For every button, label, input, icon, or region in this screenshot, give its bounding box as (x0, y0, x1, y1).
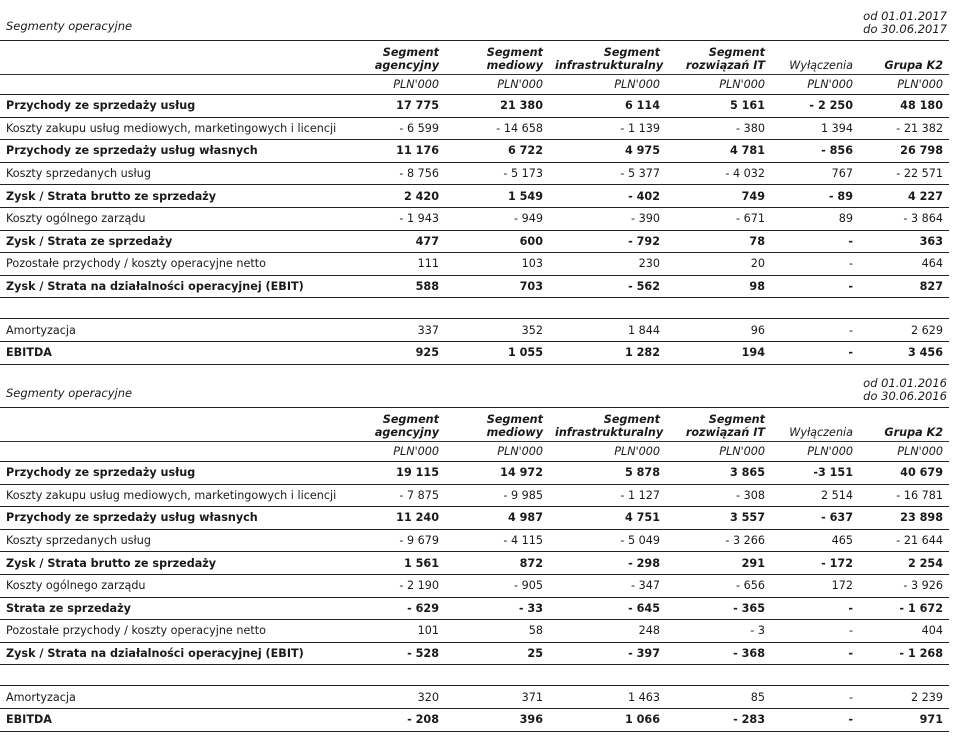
financial-table (0, 407, 949, 732)
table-row (0, 341, 949, 364)
empty-header (0, 41, 345, 75)
value-cell: - 3 266 (666, 529, 771, 552)
value-cell: 85 (666, 686, 771, 709)
value-cell: 477 (345, 230, 445, 253)
value-cell: - 298 (549, 552, 666, 575)
value-cell: - 347 (549, 574, 666, 597)
value-cell: 1 282 (549, 341, 666, 364)
value-cell: 19 115 (345, 462, 445, 485)
value-cell: 1 844 (549, 319, 666, 342)
table-row (0, 185, 949, 208)
unit-cell: PLN'000 (345, 442, 445, 462)
value-cell: - 368 (666, 642, 771, 665)
row-label: Przychody ze sprzedaży usług własnych (0, 140, 345, 163)
value-cell: - (771, 620, 859, 643)
value-cell: 2 254 (859, 552, 949, 575)
table-row (0, 686, 949, 709)
value-cell: 1 463 (549, 686, 666, 709)
row-label: Zysk / Strata brutto ze sprzedaży (0, 185, 345, 208)
row-label: Koszty ogólnego zarządu (0, 574, 345, 597)
column-header: Segment agencyjny (374, 413, 439, 439)
value-cell: 3 557 (666, 507, 771, 530)
column-header-row (0, 408, 949, 442)
value-cell: 194 (666, 341, 771, 364)
value-cell: - 208 (345, 708, 445, 731)
value-cell: - 283 (666, 708, 771, 731)
value-cell: - 792 (549, 230, 666, 253)
value-cell: - 1 127 (549, 484, 666, 507)
value-cell: 111 (345, 253, 445, 276)
row-label: Pozostałe przychody / koszty operacyjne netto (0, 620, 345, 643)
value-cell: 588 (345, 275, 445, 298)
value-cell: 6 114 (549, 95, 666, 118)
value-cell: - 21 382 (859, 117, 949, 140)
column-header: Segment infrastrukturalny (555, 46, 664, 72)
table-header-bar (0, 8, 949, 40)
value-cell: - 629 (345, 597, 445, 620)
table-row (0, 620, 949, 643)
value-cell: 78 (666, 230, 771, 253)
table-row (0, 117, 949, 140)
value-cell: - 308 (666, 484, 771, 507)
value-cell: 1 561 (345, 552, 445, 575)
value-cell: - (771, 319, 859, 342)
value-cell: 703 (445, 275, 549, 298)
unit-cell: PLN'000 (859, 442, 949, 462)
value-cell: - 3 864 (859, 207, 949, 230)
period-from: od 01.01.2017 (863, 9, 947, 23)
value-cell: - 5 049 (549, 529, 666, 552)
unit-cell: PLN'000 (771, 75, 859, 95)
value-cell: - 2 250 (771, 95, 859, 118)
value-cell: 230 (549, 253, 666, 276)
value-cell: 4 227 (859, 185, 949, 208)
table-row (0, 253, 949, 276)
value-cell: - 9 985 (445, 484, 549, 507)
value-cell: 767 (771, 162, 859, 185)
value-cell: 1 394 (771, 117, 859, 140)
value-cell: - 14 658 (445, 117, 549, 140)
table-title: Segmenty operacyjne (6, 386, 133, 400)
table-row (0, 230, 949, 253)
value-cell: - 4 032 (666, 162, 771, 185)
value-cell: 352 (445, 319, 549, 342)
value-cell: - 671 (666, 207, 771, 230)
value-cell: 371 (445, 686, 549, 709)
column-header: Grupa K2 (884, 59, 943, 72)
value-cell: 101 (345, 620, 445, 643)
value-cell: - 172 (771, 552, 859, 575)
value-cell: 5 878 (549, 462, 666, 485)
value-cell: 749 (666, 185, 771, 208)
value-cell: 2 239 (859, 686, 949, 709)
column-header: Segment rozwiązań IT (685, 413, 765, 439)
value-cell: 103 (445, 253, 549, 276)
value-cell: 465 (771, 529, 859, 552)
value-cell: - 528 (345, 642, 445, 665)
value-cell: - 656 (666, 574, 771, 597)
table-body (0, 462, 949, 732)
value-cell: 396 (445, 708, 549, 731)
row-label: Koszty zakupu usług mediowych, marketingowych i licencji (0, 484, 345, 507)
value-cell: - 562 (549, 275, 666, 298)
value-cell: - 7 875 (345, 484, 445, 507)
table-row (0, 462, 949, 485)
column-header: Segment agencyjny (374, 46, 439, 72)
value-cell: - 89 (771, 185, 859, 208)
row-label: Zysk / Strata na działalności operacyjnej (EBIT) (0, 642, 345, 665)
value-cell: - 380 (666, 117, 771, 140)
row-label: EBITDA (0, 341, 345, 364)
table-row (0, 319, 949, 342)
unit-cell: PLN'000 (549, 442, 666, 462)
unit-cell: PLN'000 (345, 75, 445, 95)
value-cell: 48 180 (859, 95, 949, 118)
unit-cell: PLN'000 (771, 442, 859, 462)
value-cell: - (771, 642, 859, 665)
row-label: EBITDA (0, 708, 345, 731)
unit-row (0, 75, 949, 95)
column-header: Segment mediowy (486, 46, 543, 72)
value-cell: - 8 756 (345, 162, 445, 185)
row-label: Zysk / Strata brutto ze sprzedaży (0, 552, 345, 575)
value-cell: 26 798 (859, 140, 949, 163)
value-cell: 4 975 (549, 140, 666, 163)
value-cell: 21 380 (445, 95, 549, 118)
value-cell: - (771, 253, 859, 276)
value-cell: - 365 (666, 597, 771, 620)
financial-table (0, 40, 949, 365)
value-cell: 4 987 (445, 507, 549, 530)
row-label: Koszty sprzedanych usług (0, 162, 345, 185)
period-to: do 30.06.2017 (863, 22, 947, 36)
value-cell: -3 151 (771, 462, 859, 485)
value-cell: 1 549 (445, 185, 549, 208)
value-cell: 4 781 (666, 140, 771, 163)
column-header: Segment mediowy (486, 413, 543, 439)
row-label: Przychody ze sprzedaży usług (0, 462, 345, 485)
value-cell: - 9 679 (345, 529, 445, 552)
unit-cell: PLN'000 (666, 75, 771, 95)
value-cell: 872 (445, 552, 549, 575)
table-body (0, 95, 949, 365)
column-header-row (0, 41, 949, 75)
column-header: Wyłączenia (789, 426, 853, 439)
table-row (0, 275, 949, 298)
value-cell: 40 679 (859, 462, 949, 485)
value-cell: - 390 (549, 207, 666, 230)
value-cell: - 2 190 (345, 574, 445, 597)
value-cell: 971 (859, 708, 949, 731)
value-cell: - 637 (771, 507, 859, 530)
value-cell: - 3 (666, 620, 771, 643)
table-title: Segmenty operacyjne (6, 19, 133, 33)
value-cell: 4 751 (549, 507, 666, 530)
value-cell: 337 (345, 319, 445, 342)
value-cell: - (771, 708, 859, 731)
row-label: Koszty sprzedanych usług (0, 529, 345, 552)
unit-row (0, 442, 949, 462)
row-label: Przychody ze sprzedaży usług (0, 95, 345, 118)
value-cell: 827 (859, 275, 949, 298)
column-header: Segment infrastrukturalny (555, 413, 664, 439)
value-cell: 1 066 (549, 708, 666, 731)
value-cell: 248 (549, 620, 666, 643)
value-cell: - 402 (549, 185, 666, 208)
column-header: Wyłączenia (789, 59, 853, 72)
value-cell: 2 629 (859, 319, 949, 342)
unit-cell: PLN'000 (859, 75, 949, 95)
value-cell: 172 (771, 574, 859, 597)
row-label: Pozostałe przychody / koszty operacyjne netto (0, 253, 345, 276)
value-cell: 5 161 (666, 95, 771, 118)
unit-cell: PLN'000 (666, 442, 771, 462)
value-cell: 98 (666, 275, 771, 298)
value-cell: - (771, 686, 859, 709)
value-cell: - 1 943 (345, 207, 445, 230)
value-cell: 14 972 (445, 462, 549, 485)
row-label: Przychody ze sprzedaży usług własnych (0, 507, 345, 530)
column-header: Segment rozwiązań IT (685, 46, 765, 72)
value-cell: - 21 644 (859, 529, 949, 552)
value-cell: 89 (771, 207, 859, 230)
table-row (0, 140, 949, 163)
spacer-row (0, 298, 949, 319)
unit-cell: PLN'000 (445, 75, 549, 95)
row-label: Zysk / Strata na działalności operacyjnej (EBIT) (0, 275, 345, 298)
value-cell: - (771, 230, 859, 253)
table-row (0, 708, 949, 731)
value-cell: - (771, 341, 859, 364)
row-label: Zysk / Strata ze sprzedaży (0, 230, 345, 253)
row-label: Koszty zakupu usług mediowych, marketingowych i licencji (0, 117, 345, 140)
row-label: Koszty ogólnego zarządu (0, 207, 345, 230)
value-cell: 2 514 (771, 484, 859, 507)
value-cell: 96 (666, 319, 771, 342)
table-row (0, 95, 949, 118)
spacer-row (0, 665, 949, 686)
value-cell: 11 240 (345, 507, 445, 530)
value-cell: - 6 599 (345, 117, 445, 140)
value-cell: - 645 (549, 597, 666, 620)
value-cell: - 1 268 (859, 642, 949, 665)
value-cell: 3 456 (859, 341, 949, 364)
table-header-bar (0, 375, 949, 407)
segment-table-2016 (0, 375, 949, 732)
value-cell: - 397 (549, 642, 666, 665)
value-cell: 58 (445, 620, 549, 643)
value-cell: - 4 115 (445, 529, 549, 552)
value-cell: - 3 926 (859, 574, 949, 597)
value-cell: 291 (666, 552, 771, 575)
value-cell: - 856 (771, 140, 859, 163)
value-cell: 320 (345, 686, 445, 709)
row-label: Amortyzacja (0, 686, 345, 709)
value-cell: - 5 173 (445, 162, 549, 185)
value-cell: 23 898 (859, 507, 949, 530)
value-cell: 1 055 (445, 341, 549, 364)
period-label (863, 10, 947, 36)
value-cell: 25 (445, 642, 549, 665)
value-cell: - 905 (445, 574, 549, 597)
value-cell: 404 (859, 620, 949, 643)
value-cell: - 1 672 (859, 597, 949, 620)
value-cell: 11 176 (345, 140, 445, 163)
period-to: do 30.06.2016 (863, 389, 947, 403)
table-row (0, 507, 949, 530)
table-row (0, 597, 949, 620)
row-label: Amortyzacja (0, 319, 345, 342)
value-cell: 17 775 (345, 95, 445, 118)
value-cell: - 22 571 (859, 162, 949, 185)
value-cell: 3 865 (666, 462, 771, 485)
value-cell: - (771, 597, 859, 620)
row-label: Strata ze sprzedaży (0, 597, 345, 620)
value-cell: - 33 (445, 597, 549, 620)
table-row (0, 529, 949, 552)
value-cell: 925 (345, 341, 445, 364)
table-row (0, 552, 949, 575)
column-header: Grupa K2 (884, 426, 943, 439)
value-cell: 464 (859, 253, 949, 276)
value-cell: - 5 377 (549, 162, 666, 185)
table-row (0, 162, 949, 185)
period-from: od 01.01.2016 (863, 376, 947, 390)
value-cell: 600 (445, 230, 549, 253)
empty-header (0, 408, 345, 442)
table-row (0, 484, 949, 507)
table-row (0, 642, 949, 665)
value-cell: - 16 781 (859, 484, 949, 507)
table-row (0, 207, 949, 230)
value-cell: - 1 139 (549, 117, 666, 140)
unit-cell: PLN'000 (549, 75, 666, 95)
value-cell: 6 722 (445, 140, 549, 163)
unit-cell: PLN'000 (445, 442, 549, 462)
value-cell: 363 (859, 230, 949, 253)
period-label (863, 377, 947, 403)
value-cell: 2 420 (345, 185, 445, 208)
value-cell: - (771, 275, 859, 298)
segment-table-2017 (0, 8, 949, 365)
value-cell: - 949 (445, 207, 549, 230)
value-cell: 20 (666, 253, 771, 276)
table-row (0, 574, 949, 597)
